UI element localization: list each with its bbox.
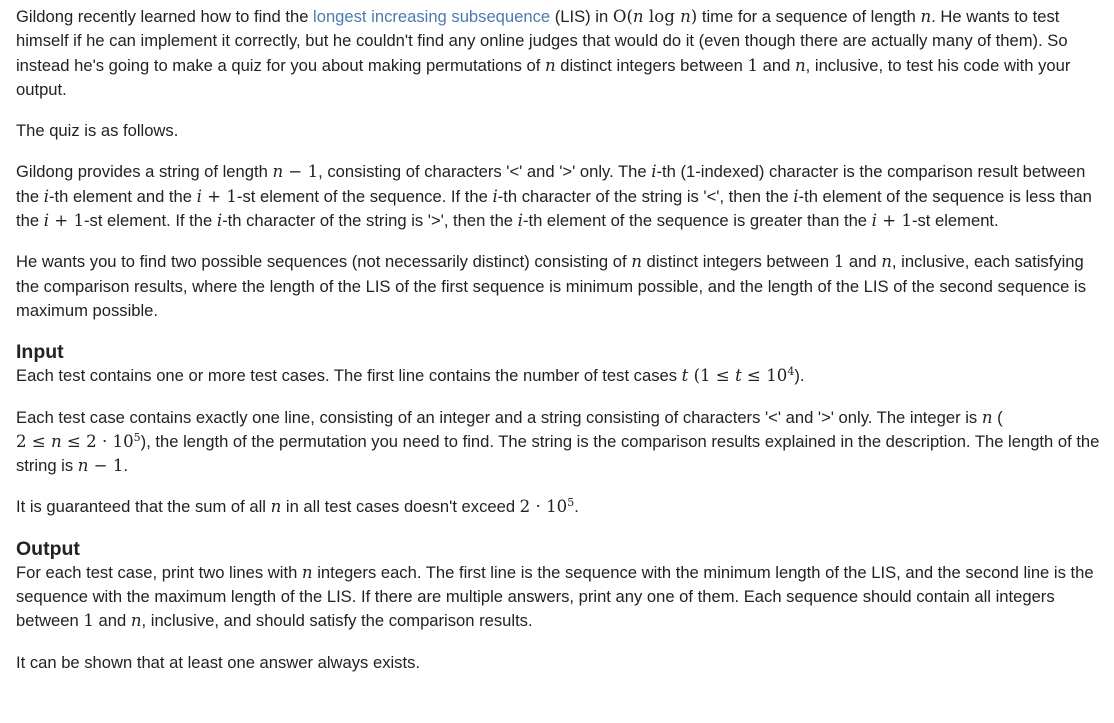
text-fragment: -st element. If the (84, 211, 217, 231)
input-paragraph-3 (16, 495, 1104, 519)
text-fragment: ( (992, 407, 1003, 427)
math-i-plus-1: i + 1 (43, 211, 85, 231)
legend-paragraph-4 (16, 250, 1104, 323)
math-complexity: O(n log n) (612, 7, 698, 26)
legend-section (16, 5, 1104, 323)
text-fragment: -th element and the (49, 186, 197, 206)
text-fragment: ), the length of the permutation you need to find. The string is the comparison results explained in the description. The length of the string is (16, 431, 1100, 476)
math-n: n (130, 611, 142, 631)
text-fragment: -st element of the sequence. If the (236, 186, 493, 206)
text-fragment: and (758, 55, 795, 75)
lis-link[interactable]: longest increasing subsequence (313, 7, 551, 26)
text-fragment: . (123, 456, 129, 476)
text-fragment: Gildong provides a string of length (16, 162, 273, 182)
text-fragment: , consisting of characters '<' and '>' only. The (318, 162, 652, 182)
text-fragment: and (93, 611, 131, 631)
math-one: 1 (83, 611, 94, 631)
math-i-plus-1: i + 1 (871, 211, 912, 231)
text-fragment: Each test case contains exactly one line, consisting of an integer and a string consisting of characters '<' and '>' only. The integer is (16, 407, 982, 427)
text-fragment: Each test contains one or more test cases. The first line contains the number of test cases (16, 366, 682, 386)
input-title: Input (16, 341, 64, 364)
math-n: n (881, 252, 892, 272)
math-n: n (544, 55, 556, 75)
math-i: i (216, 211, 223, 231)
text-fragment: . (574, 497, 579, 517)
text-fragment: , inclusive, and should satisfy the comparison results. (141, 611, 533, 631)
legend-paragraph-1 (16, 5, 1104, 102)
math-n: n (631, 252, 642, 272)
text-fragment: -th (1-indexed) character is the comparison result between the (16, 162, 1086, 206)
text-fragment: ( (688, 366, 701, 386)
text-fragment: -th character of the string is '<', then the (497, 186, 794, 206)
text-fragment: time for a sequence of length (697, 7, 921, 26)
text-fragment: distinct integers between (555, 55, 748, 75)
text-fragment: , inclusive, each satisfying the comparison results, where the length of the LIS of the first sequence is minimum possible, and the length of the LIS of the second sequence is maximum possible. (16, 252, 1086, 320)
text-fragment: He wants you to find two possible sequences (not necessarily distinct) consisting of (16, 252, 632, 272)
math-n-range: $2 \le n \le 2 \cdot 10^5$ (16, 430, 141, 451)
math-sum-limit: $2 \cdot 10^5$ (519, 496, 575, 517)
math-one: 1 (747, 55, 759, 75)
math-n: n (270, 497, 282, 517)
text-fragment: -th element of the sequence is less than the (16, 186, 1092, 231)
math-n: n (301, 562, 313, 582)
math-i: i (43, 186, 49, 206)
output-title: Output (16, 537, 80, 560)
text-fragment: For each test case, print two lines with (16, 562, 302, 582)
math-n: n (794, 55, 806, 75)
text-fragment: , inclusive, to test his code with your output. (16, 55, 1071, 99)
text-fragment: It is guaranteed that the sum of all (16, 497, 271, 517)
math-n-minus-1: n − 1 (77, 456, 124, 476)
legend-paragraph-2: The quiz is as follows. (16, 121, 179, 141)
math-i-plus-1: i + 1 (196, 186, 237, 206)
text-fragment: . He wants to test himself if he can implement it correctly, but he couldn't find any online judges that would do it (even though there are actually many of them). So instead he's going to make a quiz for you about making permutations of (16, 7, 1068, 75)
math-n: n (981, 407, 993, 427)
text-fragment: in all test cases doesn't exceed (281, 497, 520, 517)
input-paragraph-2 (16, 406, 1104, 479)
output-paragraph-2: It can be shown that at least one answer always exists. (16, 652, 420, 672)
text-fragment: -th character of the string is '>', then the (222, 211, 518, 231)
legend-paragraph-3 (16, 160, 1104, 233)
math-i: i (651, 162, 657, 182)
math-t-range: $1 \le t \le 10^4$ (700, 365, 795, 386)
text-fragment: ). (794, 366, 805, 386)
output-section (16, 537, 1104, 675)
math-n: n (920, 7, 932, 26)
math-one: 1 (833, 252, 845, 272)
text-fragment: -st element. (911, 211, 999, 231)
math-i: i (517, 211, 523, 231)
math-t: t (681, 366, 689, 386)
text-fragment: Gildong recently learned how to find the (16, 7, 314, 26)
input-section (16, 340, 1104, 519)
math-i: i (492, 186, 498, 206)
text-fragment: integers each. The first line is the sequence with the minimum length of the LIS, and the second line is the sequence with the maximum length of the LIS. If there are multiple answers, print any one of them. Each sequence should contain all integers between (16, 562, 1094, 631)
text-fragment: and (844, 252, 882, 272)
math-n-minus-1: n − 1 (272, 162, 319, 182)
math-i: i (793, 186, 799, 206)
output-paragraph-1 (16, 561, 1104, 634)
text-fragment: -th element of the sequence is greater than the (522, 211, 872, 231)
input-paragraph-1 (16, 364, 1104, 388)
text-fragment: distinct integers between (641, 252, 834, 272)
text-fragment: (LIS) in (550, 7, 613, 26)
